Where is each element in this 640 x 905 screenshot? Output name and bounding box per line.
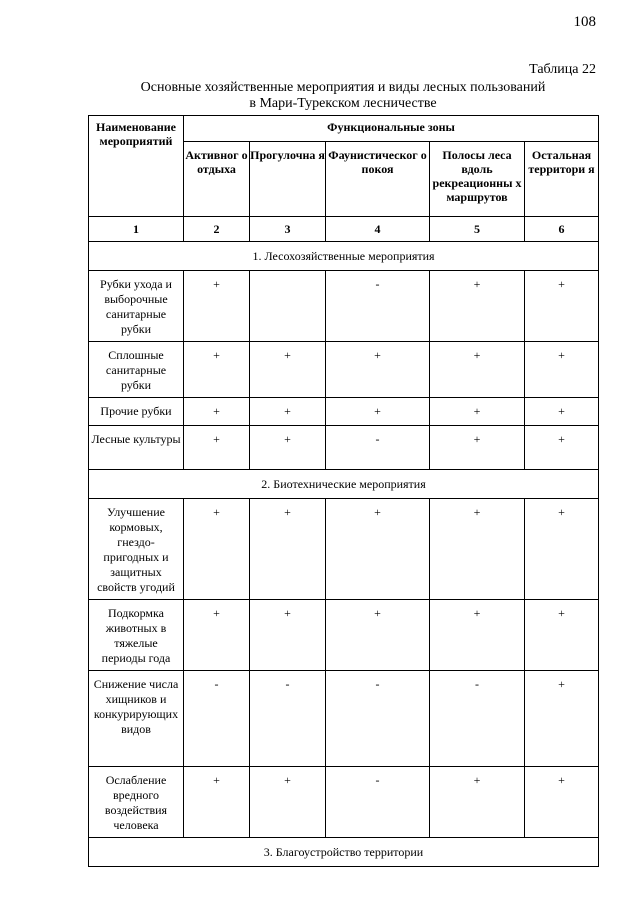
title-line-2: в Мари-Турекском лесничестве (249, 96, 437, 111)
column-number: 6 (525, 217, 599, 242)
zone-mark: + (430, 767, 525, 838)
table-label: Таблица 22 (529, 62, 596, 77)
zone-mark: + (430, 271, 525, 342)
zone-mark: + (430, 426, 525, 470)
table-row (89, 767, 599, 838)
column-number: 1 (89, 217, 184, 242)
section-title: 1. Лесохозяйственные мероприятия (89, 242, 599, 271)
zone-mark: + (326, 600, 430, 671)
title-line-1: Основные хозяйственные мероприятия и виды лесных пользований (140, 80, 546, 95)
zone-mark: - (326, 426, 430, 470)
zone-mark: + (326, 342, 430, 398)
activity-name: Снижение числа хищников и конкурирующих видов (89, 671, 184, 767)
header-zone: Полосы леса вдоль рекреационны х маршрутов (430, 142, 525, 217)
zone-mark: + (184, 499, 250, 600)
activity-name: Сплошные санитарные рубки (89, 342, 184, 398)
zone-mark: + (250, 600, 326, 671)
zone-mark: - (430, 671, 525, 767)
zone-mark: + (525, 767, 599, 838)
zone-mark: - (250, 671, 326, 767)
table-row (89, 426, 599, 470)
column-number: 5 (430, 217, 525, 242)
zone-mark: + (250, 426, 326, 470)
activity-name: Ослабление вредного воздействия человека (89, 767, 184, 838)
activities-table (88, 115, 599, 867)
header-zone: Фаунистическог о покоя (326, 142, 430, 217)
zone-mark: + (184, 271, 250, 342)
table-row (89, 499, 599, 600)
table-row (89, 671, 599, 767)
zone-mark: - (326, 671, 430, 767)
header-zone: Прогулочна я (250, 142, 326, 217)
zone-mark: + (250, 398, 326, 426)
zone-mark: + (250, 342, 326, 398)
header-zone: Активног о отдыха (184, 142, 250, 217)
column-number: 2 (184, 217, 250, 242)
activity-name: Рубки ухода и выборочные санитарные рубки (89, 271, 184, 342)
header-zones-group: Функциональные зоны (184, 116, 599, 142)
table-row (89, 271, 599, 342)
page-number: 108 (573, 14, 596, 30)
table-row (89, 600, 599, 671)
zone-mark: - (326, 271, 430, 342)
zone-mark: + (250, 767, 326, 838)
zone-mark: + (430, 600, 525, 671)
activity-name: Подкормка животных в тяжелые периоды года (89, 600, 184, 671)
zone-mark: + (525, 671, 599, 767)
section-title: 2. Биотехнические мероприятия (89, 470, 599, 499)
zone-mark: + (184, 426, 250, 470)
zone-mark: + (525, 600, 599, 671)
zone-mark: + (525, 426, 599, 470)
zone-mark: + (525, 499, 599, 600)
zone-mark: + (430, 398, 525, 426)
zone-mark: + (184, 342, 250, 398)
zone-mark: + (326, 398, 430, 426)
zone-mark: + (184, 600, 250, 671)
zone-mark: + (525, 342, 599, 398)
zone-mark: + (184, 767, 250, 838)
zone-mark: - (184, 671, 250, 767)
zone-mark: + (525, 271, 599, 342)
section-title: 3. Благоустройство территории (89, 838, 599, 867)
zone-mark: + (250, 499, 326, 600)
zone-mark: + (184, 398, 250, 426)
header-name-col: Наименование мероприятий (89, 116, 184, 217)
activity-name: Лесные культуры (89, 426, 184, 470)
table-title (88, 80, 598, 112)
activity-name: Прочие рубки (89, 398, 184, 426)
table-body (89, 242, 599, 867)
zone-mark: + (430, 342, 525, 398)
column-number: 3 (250, 217, 326, 242)
zone-mark: + (326, 499, 430, 600)
activity-name: Улучшение кормовых, гнездо-пригодных и защитных свойств угодий (89, 499, 184, 600)
table-row (89, 398, 599, 426)
zone-mark: + (430, 499, 525, 600)
zone-mark (250, 271, 326, 342)
zone-mark: - (326, 767, 430, 838)
header-zone: Остальная территори я (525, 142, 599, 217)
column-number: 4 (326, 217, 430, 242)
table-row (89, 342, 599, 398)
zone-mark: + (525, 398, 599, 426)
